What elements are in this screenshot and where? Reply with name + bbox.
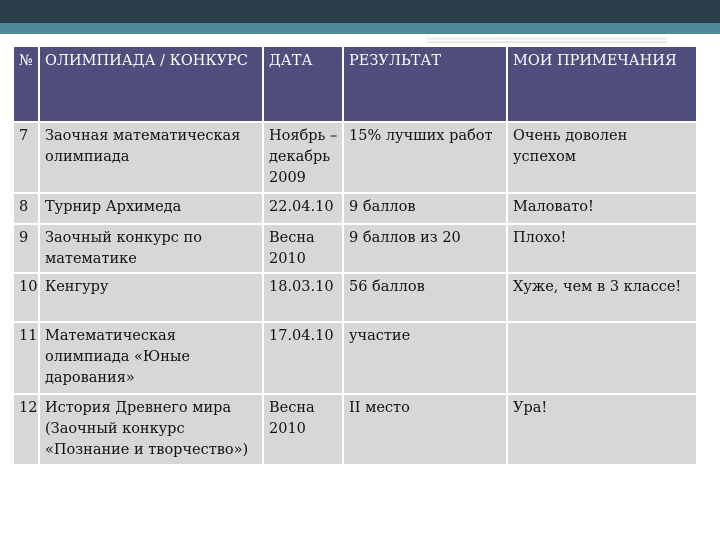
header-olympiad: ОЛИМПИАДА / КОНКУРС: [39, 46, 263, 122]
cell-olympiad: Турнир Архимеда: [39, 193, 263, 224]
table-row: [13, 273, 697, 322]
cell-notes: [507, 322, 697, 394]
cell-result: участие: [343, 322, 507, 394]
table-row: [13, 322, 697, 394]
cell-number: 10: [13, 273, 39, 322]
cell-olympiad: Математическая олимпиада «Юные дарования»: [39, 322, 263, 394]
top-dark-bar: [0, 0, 720, 23]
header-result: РЕЗУЛЬТАТ: [343, 46, 507, 122]
table-header-row: [13, 46, 697, 122]
table-row: [13, 122, 697, 193]
table-row: [13, 193, 697, 224]
table-row: [13, 394, 697, 465]
cell-olympiad: История Древнего мира (Заочный конкурс «Познание и творчество»): [39, 394, 263, 465]
cell-result: 9 баллов из 20: [343, 224, 507, 273]
cell-number: 11: [13, 322, 39, 394]
cell-result: II место: [343, 394, 507, 465]
header-date: ДАТА: [263, 46, 343, 122]
header-notes: МОИ ПРИМЕЧАНИЯ: [507, 46, 697, 122]
top-accent-bar: [0, 23, 720, 34]
cell-number: 9: [13, 224, 39, 273]
cell-date: Весна 2010: [263, 224, 343, 273]
cell-notes: Очень доволен успехом: [507, 122, 697, 193]
cell-notes: Хуже, чем в 3 классе!: [507, 273, 697, 322]
cell-notes: Плохо!: [507, 224, 697, 273]
title-accent-line-2: [427, 41, 667, 43]
cell-notes: Маловато!: [507, 193, 697, 224]
cell-number: 12: [13, 394, 39, 465]
cell-olympiad: Заочный конкурс по математике: [39, 224, 263, 273]
cell-olympiad: Кенгуру: [39, 273, 263, 322]
cell-number: 8: [13, 193, 39, 224]
header-number: №: [13, 46, 39, 122]
cell-result: 56 баллов: [343, 273, 507, 322]
cell-olympiad: Заочная математическая олимпиада: [39, 122, 263, 193]
cell-date: 18.03.10: [263, 273, 343, 322]
title-accent-line: [427, 37, 667, 40]
cell-result: 9 баллов: [343, 193, 507, 224]
cell-number: 7: [13, 122, 39, 193]
table-row: [13, 224, 697, 273]
cell-notes: Ура!: [507, 394, 697, 465]
cell-date: Весна 2010: [263, 394, 343, 465]
cell-result: 15% лучших работ: [343, 122, 507, 193]
cell-date: 22.04.10: [263, 193, 343, 224]
olympiad-table: [12, 45, 698, 466]
cell-date: 17.04.10: [263, 322, 343, 394]
cell-date: Ноябрь – декабрь 2009: [263, 122, 343, 193]
